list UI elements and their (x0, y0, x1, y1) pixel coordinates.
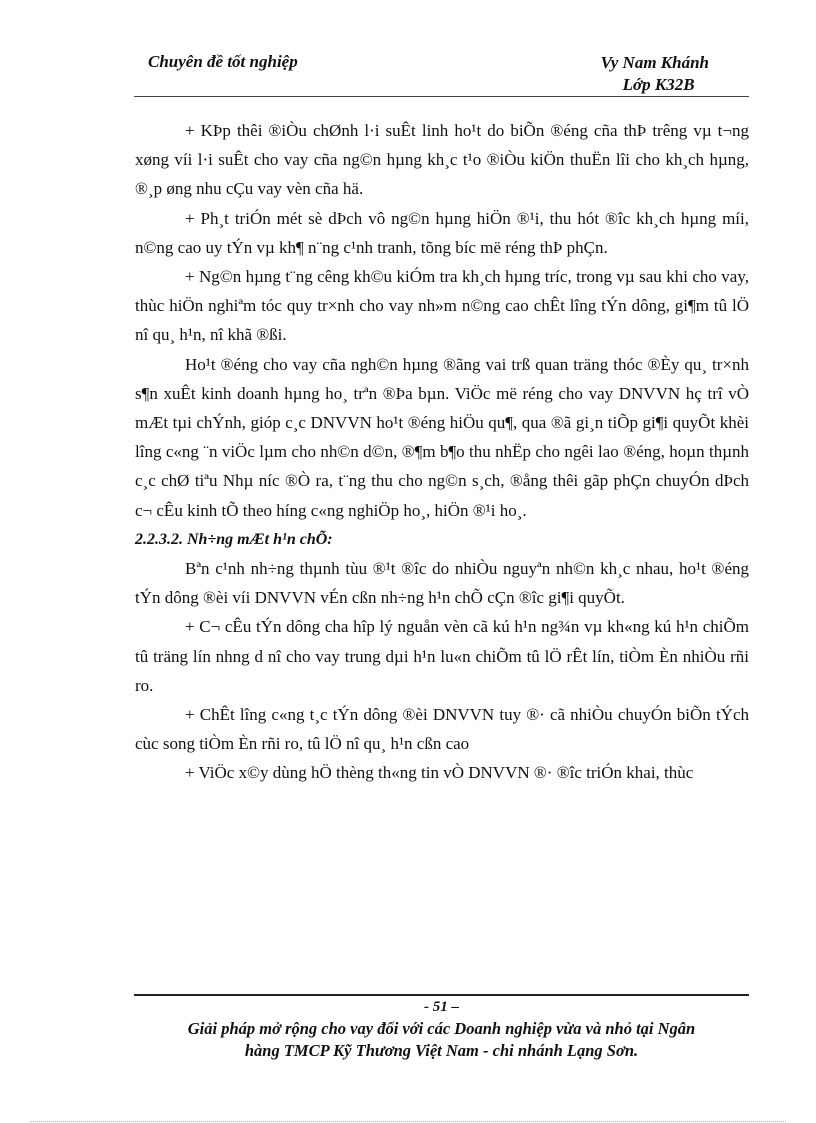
header-document-type: Chuyên đề tốt nghiệp (148, 52, 298, 71)
paragraph: + Ph¸t triÓn mét sè dÞch vô ng©n hµng hiÖn ®¹i, thu hót ®îc kh¸ch hµng míi, n©ng cao uy tÝn vµ kh¶ n¨ng c¹nh tranh, tõng bíc më réng thÞ phÇn. (135, 208, 749, 257)
page-header (134, 48, 749, 97)
paragraph: + ChÊt lîng c«ng t¸c tÝn dông ®èi DNVVN tuy ®· cã nhiÒu chuyÓn biÕn tÝch cùc song tiÒm Èn rñi ro, tû lÖ nî qu¸ h¹n cßn cao (135, 705, 749, 754)
paragraph: + Ng©n hµng t¨ng cêng kh©u kiÓm tra kh¸ch hµng tríc, trong vµ sau khi cho vay, thùc hiÖn nghiªm tóc quy tr×nh cho vay nh»m n©ng cao chÊt lîng tÝn dông, gi¶m tû lÖ nî qu¸ h¹n, nî khã ®ßi. (135, 267, 749, 345)
footer-title-line-1: Giải pháp mở rộng cho vay đối với các Doanh nghiệp vừa và nhỏ tại Ngân (187, 1019, 696, 1038)
header-author-block (601, 52, 709, 96)
section-heading: 2.2.3.2. Nh÷ng mÆt h¹n chÕ: (135, 530, 333, 548)
paragraph: + KÞp thêi ®iÒu chØnh l·i suÊt linh ho¹t do biÕn ®éng cña thÞ trêng vµ t¬ng xøng víi l·i suÊt cho vay cña ng©n hµng kh¸c t¹o ®iÒu kiÖn thuËn lîi cho kh¸ch hµng, ®¸p øng nhu cÇu vay vèn cña hä. (135, 121, 749, 199)
paragraph: + ViÖc x©y dùng hÖ thèng th«ng tin vÒ DNVVN ®· ®îc triÓn khai, thùc (185, 763, 694, 783)
footer-title-line-2: hàng TMCP Kỹ Thương Việt Nam - chi nhánh Lạng Sơn. (244, 1041, 639, 1060)
page-number: - 51 – (424, 999, 459, 1015)
page-footer (134, 996, 749, 1062)
paragraph: + C¬ cÊu tÝn dông cha hîp lý nguån vèn cã kú h¹n ng¾n vµ kh«ng kú h¹n chiÕm tû träng lín nhng d nî cho vay trung dµi h¹n lu«n chiÕm tû lÖ rÊt lín, tiÒm Èn nhiÒu rñi ro. (135, 617, 749, 695)
header-class: Lớp K32B (622, 75, 695, 94)
body-text (135, 116, 749, 788)
paragraph: Bªn c¹nh nh÷ng thµnh tùu ®¹t ®îc do nhiÒu nguyªn nh©n kh¸c nhau, ho¹t ®éng tÝn dông ®èi víi DNVVN vÉn cßn nh÷ng h¹n chÕ cÇn ®îc gi¶i quyÕt. (135, 559, 749, 608)
header-author-name: Vy Nam Khánh (600, 53, 709, 72)
page-bottom-border (30, 1121, 786, 1122)
paragraph: Ho¹t ®éng cho vay cña ngh©n hµng ®ãng vai trß quan träng thóc ®Èy qu¸ tr×nh s¶n xuÊt kinh doanh hµng ho¸ trªn ®Þa bµn. ViÖc më réng cho vay DNVVN hç trî vÒ mÆt tµi chÝnh, gióp c¸c DNVVN ho¹t ®éng hiÖu qu¶, qua ®ã gi¸n tiÕp gi¶i quyÕt khèi lîng c«ng ¨n viÖc lµm cho nh©n d©n, ®¶m b¶o thu nhËp cho ngêi lao ®éng, hoµn thµnh c¸c chØ tiªu Nhµ níc ®Ò ra, t¨ng thu cho ng©n s¸ch, ®ång thêi gãp phÇn chuyÓn dÞch c¬ cÊu kinh tÕ theo híng c«ng nghiÖp ho¸, hiÖn ®¹i ho¸. (135, 354, 749, 520)
